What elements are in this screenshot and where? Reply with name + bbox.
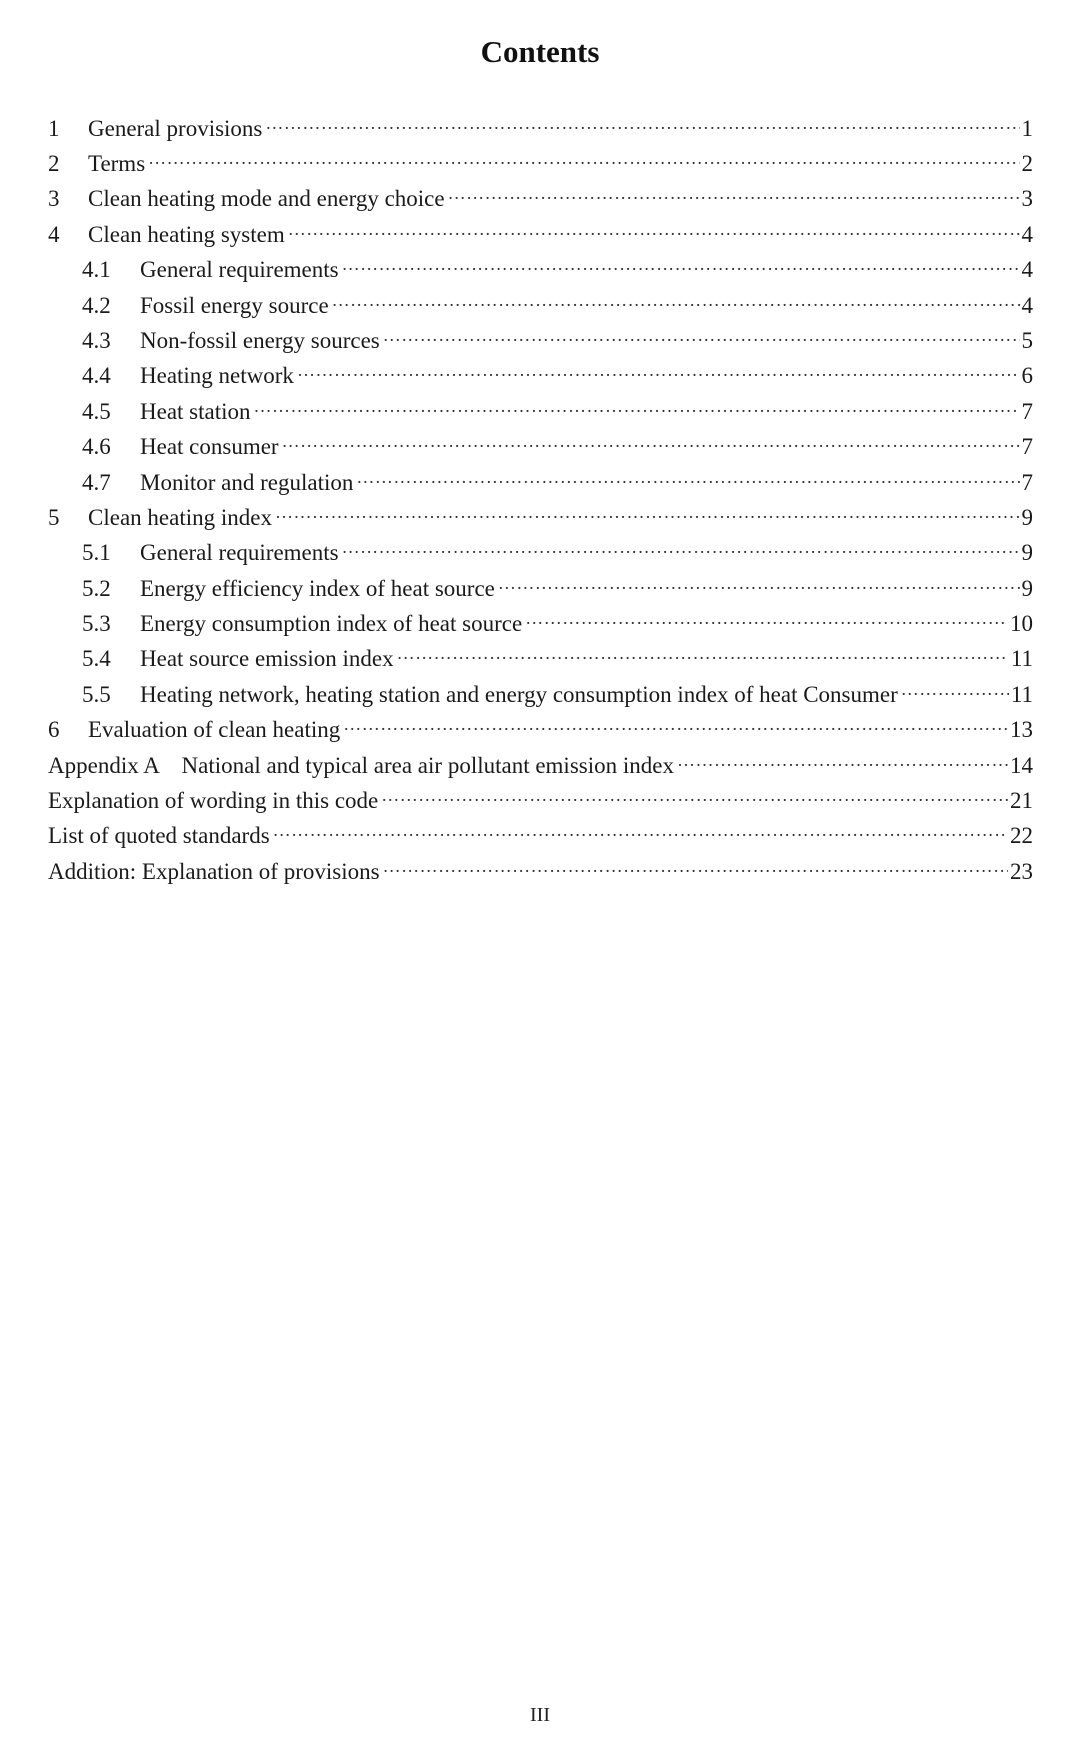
toc-entry[interactable] [48,851,1033,886]
toc-entry[interactable] [48,462,1033,497]
toc-entry-number: 4.4 [82,363,111,389]
toc-entry-number: 5.3 [82,611,111,637]
toc-entry-number: 4.7 [82,469,111,495]
toc-dot-leader [275,497,1020,525]
toc-entry-number: 2 [48,150,60,176]
toc-entry-page-number: 4 [1021,257,1033,283]
toc-dot-leader [397,639,1009,667]
toc-entry[interactable] [48,568,1033,603]
toc-entry-title: Energy efficiency index of heat source [140,575,495,601]
toc-entry-page-number: 3 [1021,186,1033,212]
toc-entry-number: 4.3 [82,327,111,353]
toc-entry[interactable] [48,497,1033,532]
toc-entry-page-number: 10 [1010,611,1033,637]
toc-entry-title: Heat station [140,398,251,424]
toc-entry-number: 4 [48,221,60,247]
toc-entry-number: 5.5 [82,681,111,707]
toc-entry-title: Clean heating mode and energy choice [88,186,445,212]
toc-entry-title: Heat source emission index [140,646,394,672]
toc-entry[interactable] [48,816,1033,851]
toc-entry-number: 5.2 [82,575,111,601]
toc-dot-leader [297,356,1020,384]
toc-dot-leader [332,285,1020,313]
toc-entry-page-number: 7 [1021,434,1033,460]
toc-entry[interactable] [48,179,1033,214]
toc-entry-number: 1 [48,115,60,141]
toc-entry[interactable] [48,745,1033,780]
toc-entry-title: Clean heating system [88,221,285,247]
toc-entry-number: 5.1 [82,540,111,566]
toc-entry-page-number: 7 [1021,469,1033,495]
toc-entry-title: Heating network, heating station and energy consumption index of heat Consumer [140,681,898,707]
toc-entry-title: Fossil energy source [140,292,329,318]
toc-entry-number: 4.5 [82,398,111,424]
toc-entry-page-number: 6 [1021,363,1033,389]
toc-entry[interactable] [48,533,1033,568]
toc-entry-title: Heat consumer [140,434,279,460]
toc-entry-number: 3 [48,186,60,212]
toc-entry-page-number: 9 [1021,540,1033,566]
toc-entry-page-number: 4 [1021,292,1033,318]
toc-entry[interactable] [48,603,1033,638]
toc-entry[interactable] [48,285,1033,320]
toc-entry-title: Addition: Explanation of provisions [48,858,380,884]
toc-entry-page-number: 9 [1021,504,1033,530]
toc-entry-page-number: 11 [1010,646,1033,672]
toc-entry-page-number: 1 [1021,115,1033,141]
toc-entry-page-number: 22 [1010,823,1033,849]
toc-entry-title: Terms [88,150,146,176]
toc-entry-page-number: 13 [1010,717,1033,743]
toc-dot-leader [525,603,1008,631]
table-of-contents [48,108,1033,887]
toc-entry-title: List of quoted standards [48,823,270,849]
toc-dot-leader [148,143,1019,171]
toc-entry-title: Clean heating index [88,504,272,530]
toc-dot-leader [448,179,1020,207]
toc-entry-page-number: 21 [1010,788,1033,814]
toc-dot-leader [901,674,1009,702]
toc-dot-leader [273,816,1008,844]
toc-entry-page-number: 23 [1010,858,1033,884]
toc-entry-title: General requirements [140,540,339,566]
page-footer-number: III [530,1704,550,1726]
toc-entry[interactable] [48,320,1033,355]
toc-dot-leader [282,427,1020,455]
toc-entry[interactable] [48,108,1033,143]
toc-entry-title: Heating network [140,363,294,389]
toc-entry-title: Non-fossil energy sources [140,327,380,353]
toc-entry-page-number: 4 [1021,221,1033,247]
toc-entry[interactable] [48,710,1033,745]
toc-entry-number: 4.2 [82,292,111,318]
toc-dot-leader [498,568,1020,596]
toc-entry-title: Monitor and regulation [140,469,354,495]
toc-entry-title: General requirements [140,257,339,283]
toc-entry-number: 4.6 [82,434,111,460]
toc-entry-title: Energy consumption index of heat source [140,611,523,637]
toc-entry-page-number: 14 [1010,752,1033,778]
toc-entry[interactable] [48,214,1033,249]
toc-entry-number: 4.1 [82,257,111,283]
toc-dot-leader [356,462,1019,490]
toc-dot-leader [342,250,1020,278]
toc-entry[interactable] [48,780,1033,815]
toc-dot-leader [342,533,1020,561]
toc-entry[interactable] [48,639,1033,674]
toc-entry[interactable] [48,427,1033,462]
toc-entry[interactable] [48,674,1033,709]
toc-entry-number: 5.4 [82,646,111,672]
page-title: Contents [480,34,600,69]
toc-dot-leader [265,108,1019,136]
toc-dot-leader [343,710,1008,738]
toc-dot-leader [381,780,1008,808]
toc-entry-page-number: 9 [1021,575,1033,601]
toc-dot-leader [383,320,1020,348]
toc-entry-page-number: 2 [1021,150,1033,176]
toc-entry-page-number: 5 [1021,327,1033,353]
toc-entry-title: Evaluation of clean heating [88,717,341,743]
toc-entry[interactable] [48,250,1033,285]
toc-entry-title: General provisions [88,115,263,141]
toc-entry-page-number: 11 [1010,681,1033,707]
toc-dot-leader [254,391,1020,419]
toc-entry-page-number: 7 [1021,398,1033,424]
toc-entry[interactable] [48,356,1033,391]
toc-entry-title: Appendix A National and typical area air pollutant emission index [48,752,674,778]
toc-entry-number: 5 [48,504,60,530]
toc-dot-leader [383,851,1008,879]
toc-dot-leader [288,214,1020,242]
toc-dot-leader [677,745,1008,773]
toc-entry-title: Explanation of wording in this code [48,788,379,814]
toc-entry-number: 6 [48,717,60,743]
toc-entry[interactable] [48,391,1033,426]
toc-entry[interactable] [48,143,1033,178]
